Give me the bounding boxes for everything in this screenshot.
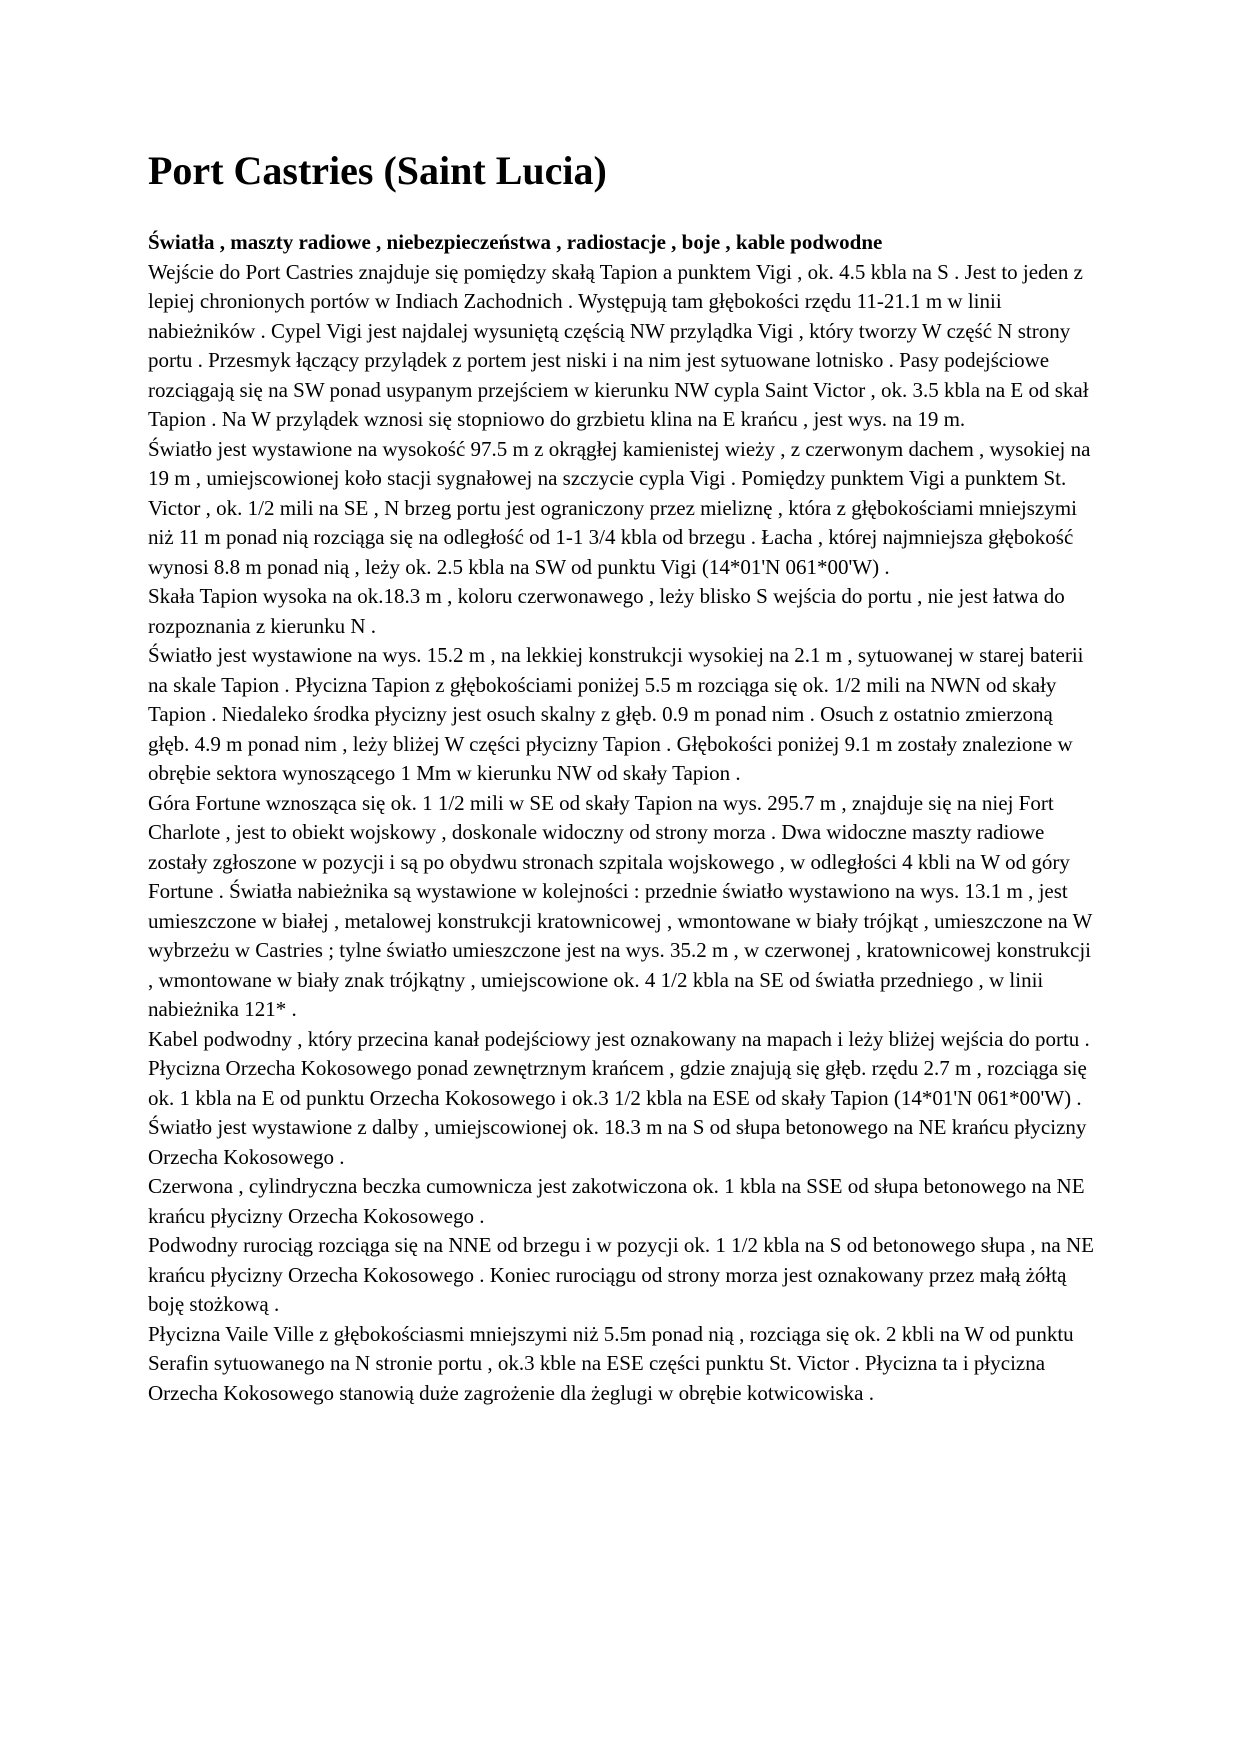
paragraph-6: Kabel podwodny , który przecina kanał podejściowy jest oznakowany na mapach i leży bliżej wejścia do portu . Płycizna Orzecha Kokosowego ponad zewnętrznym krańcem , gdzie znajują się głęb. rzędu 2.7 m , rozciąga się ok. 1 kbla na E od punktu Orzecha Kokosowego i ok.3 1/2 kbla na ESE od skały Tapion (14*01'N 061*00'W) . Światło jest wystawione z dalby , umiejscowionej ok. 18.3 m na S od słupa betonowego na NE krańcu płycizny Orzecha Kokosowego . xyxy=(148,1026,1090,1169)
paragraph-3: Skała Tapion wysoka na ok.18.3 m , koloru czerwonawego , leży blisko S wejścia do portu , nie jest łatwa do rozpoznania z kierunku N . xyxy=(148,584,1065,638)
paragraph-2: Światło jest wystawione na wysokość 97.5 m z okrągłej kamienistej wieży , z czerwonym dachem , wysokiej na 19 m , umiejscowionej koło stacji sygnałowej na szczycie cypla Vigi . Pomiędzy punktem Vigi a punktem St. Victor , ok. 1/2 mili na SE , N brzeg portu jest ograniczony przez mieliznę , która z głębokościami mniejszymi niż 11 m ponad nią rozciąga się na odległość od 1-1 3/4 kbla od brzegu . Łacha , której najmniejsza głębokość wynosi 8.8 m ponad nią , leży ok. 2.5 kbla na SW od punktu Vigi (14*01'N 061*00'W) . xyxy=(148,436,1091,579)
paragraph-9: Płycizna Vaile Ville z głębokościasmi mniejszymi niż 5.5m ponad nią , rozciąga się ok. 2 kbli na W od punktu Serafin sytuowanego na N stronie portu , ok.3 kble na ESE części punktu St. Victor . Płycizna ta i płycizna Orzecha Kokosowego stanowią duże zagrożenie dla żeglugi w obrębie kotwicowiska . xyxy=(148,1321,1074,1405)
paragraph-1: Wejście do Port Castries znajduje się pomiędzy skałą Tapion a punktem Vigi , ok. 4.5 kbla na S . Jest to jeden z lepiej chronionych portów w Indiach Zachodnich . Występują tam głębokości rzędu 11-21.1 m w linii nabieżników . Cypel Vigi jest najdalej wysuniętą częścią NW przylądka Vigi , który tworzy W część N strony portu . Przesmyk łączący przylądek z portem jest niski i na nim jest sytuowane lotnisko . Pasy podejściowe rozciągają się na SW ponad usypanym przejściem w kierunku NW cypla Saint Victor , ok. 3.5 kbla na E od skał Tapion . Na W przylądek wznosi się stopniowo do grzbietu klina na E krańcu , jest wys. na 19 m. xyxy=(148,259,1089,431)
page-title: Port Castries (Saint Lucia) xyxy=(148,148,607,193)
paragraph-8: Podwodny rurociąg rozciąga się na NNE od brzegu i w pozycji ok. 1 1/2 kbla na S od betonowego słupa , na NE krańcu płycizny Orzecha Kokosowego . Koniec rurociągu od strony morza jest oznakowany przez małą żółtą boję stożkową . xyxy=(148,1233,1094,1316)
paragraph-5: Góra Fortune wznosząca się ok. 1 1/2 mili w SE od skały Tapion na wys. 295.7 m , znajduje się na niej Fort Charlote , jest to obiekt wojskowy , doskonale widoczny od strony morza . Dwa widoczne maszty radiowe zostały zgłoszone w pozycji i są po obydwu stronach szpitala wojskowego , w odległości 4 kbli na W od góry Fortune . Światła nabieżnika są wystawione w kolejności : przednie światło wystawiono na wys. 13.1 m , jest umieszczone w białej , metalowej konstrukcji kratownicowej , wmontowane w biały trójkąt , umieszczone na W wybrzeżu w Castries ; tylne światło umieszczone jest na wys. 35.2 m , w czerwonej , kratownicowej konstrukcji , wmontowane w biały znak trójkątny , umiejscowione ok. 4 1/2 kbla na SE od światła przedniego , w linii nabieżnika 121* . xyxy=(148,790,1092,1021)
paragraph-4: Światło jest wystawione na wys. 15.2 m , na lekkiej konstrukcji wysokiej na 2.1 m , sytuowanej w starej baterii na skale Tapion . Płycizna Tapion z głębokościami poniżej 5.5 m rozciąga się ok. 1/2 mili na NWN od skały Tapion . Niedaleko środka płycizny jest osuch skalny z głęb. 0.9 m ponad nim . Osuch z ostatnio zmierzoną głęb. 4.9 m ponad nim , leży bliżej W części płycizny Tapion . Głębokości poniżej 9.1 m zostały znalezione w obrębie sektora wynoszącego 1 Mm w kierunku NW od skały Tapion . xyxy=(148,643,1084,785)
section-heading: Światła , maszty radiowe , niebezpieczeństwa , radiostacje , boje , kable podwodne xyxy=(148,230,883,254)
paragraph-7: Czerwona , cylindryczna beczka cumownicza jest zakotwiczona ok. 1 kbla na SSE od słupa betonowego na NE krańcu płycizny Orzecha Kokosowego . xyxy=(148,1174,1085,1228)
document-page xyxy=(148,148,1098,1408)
